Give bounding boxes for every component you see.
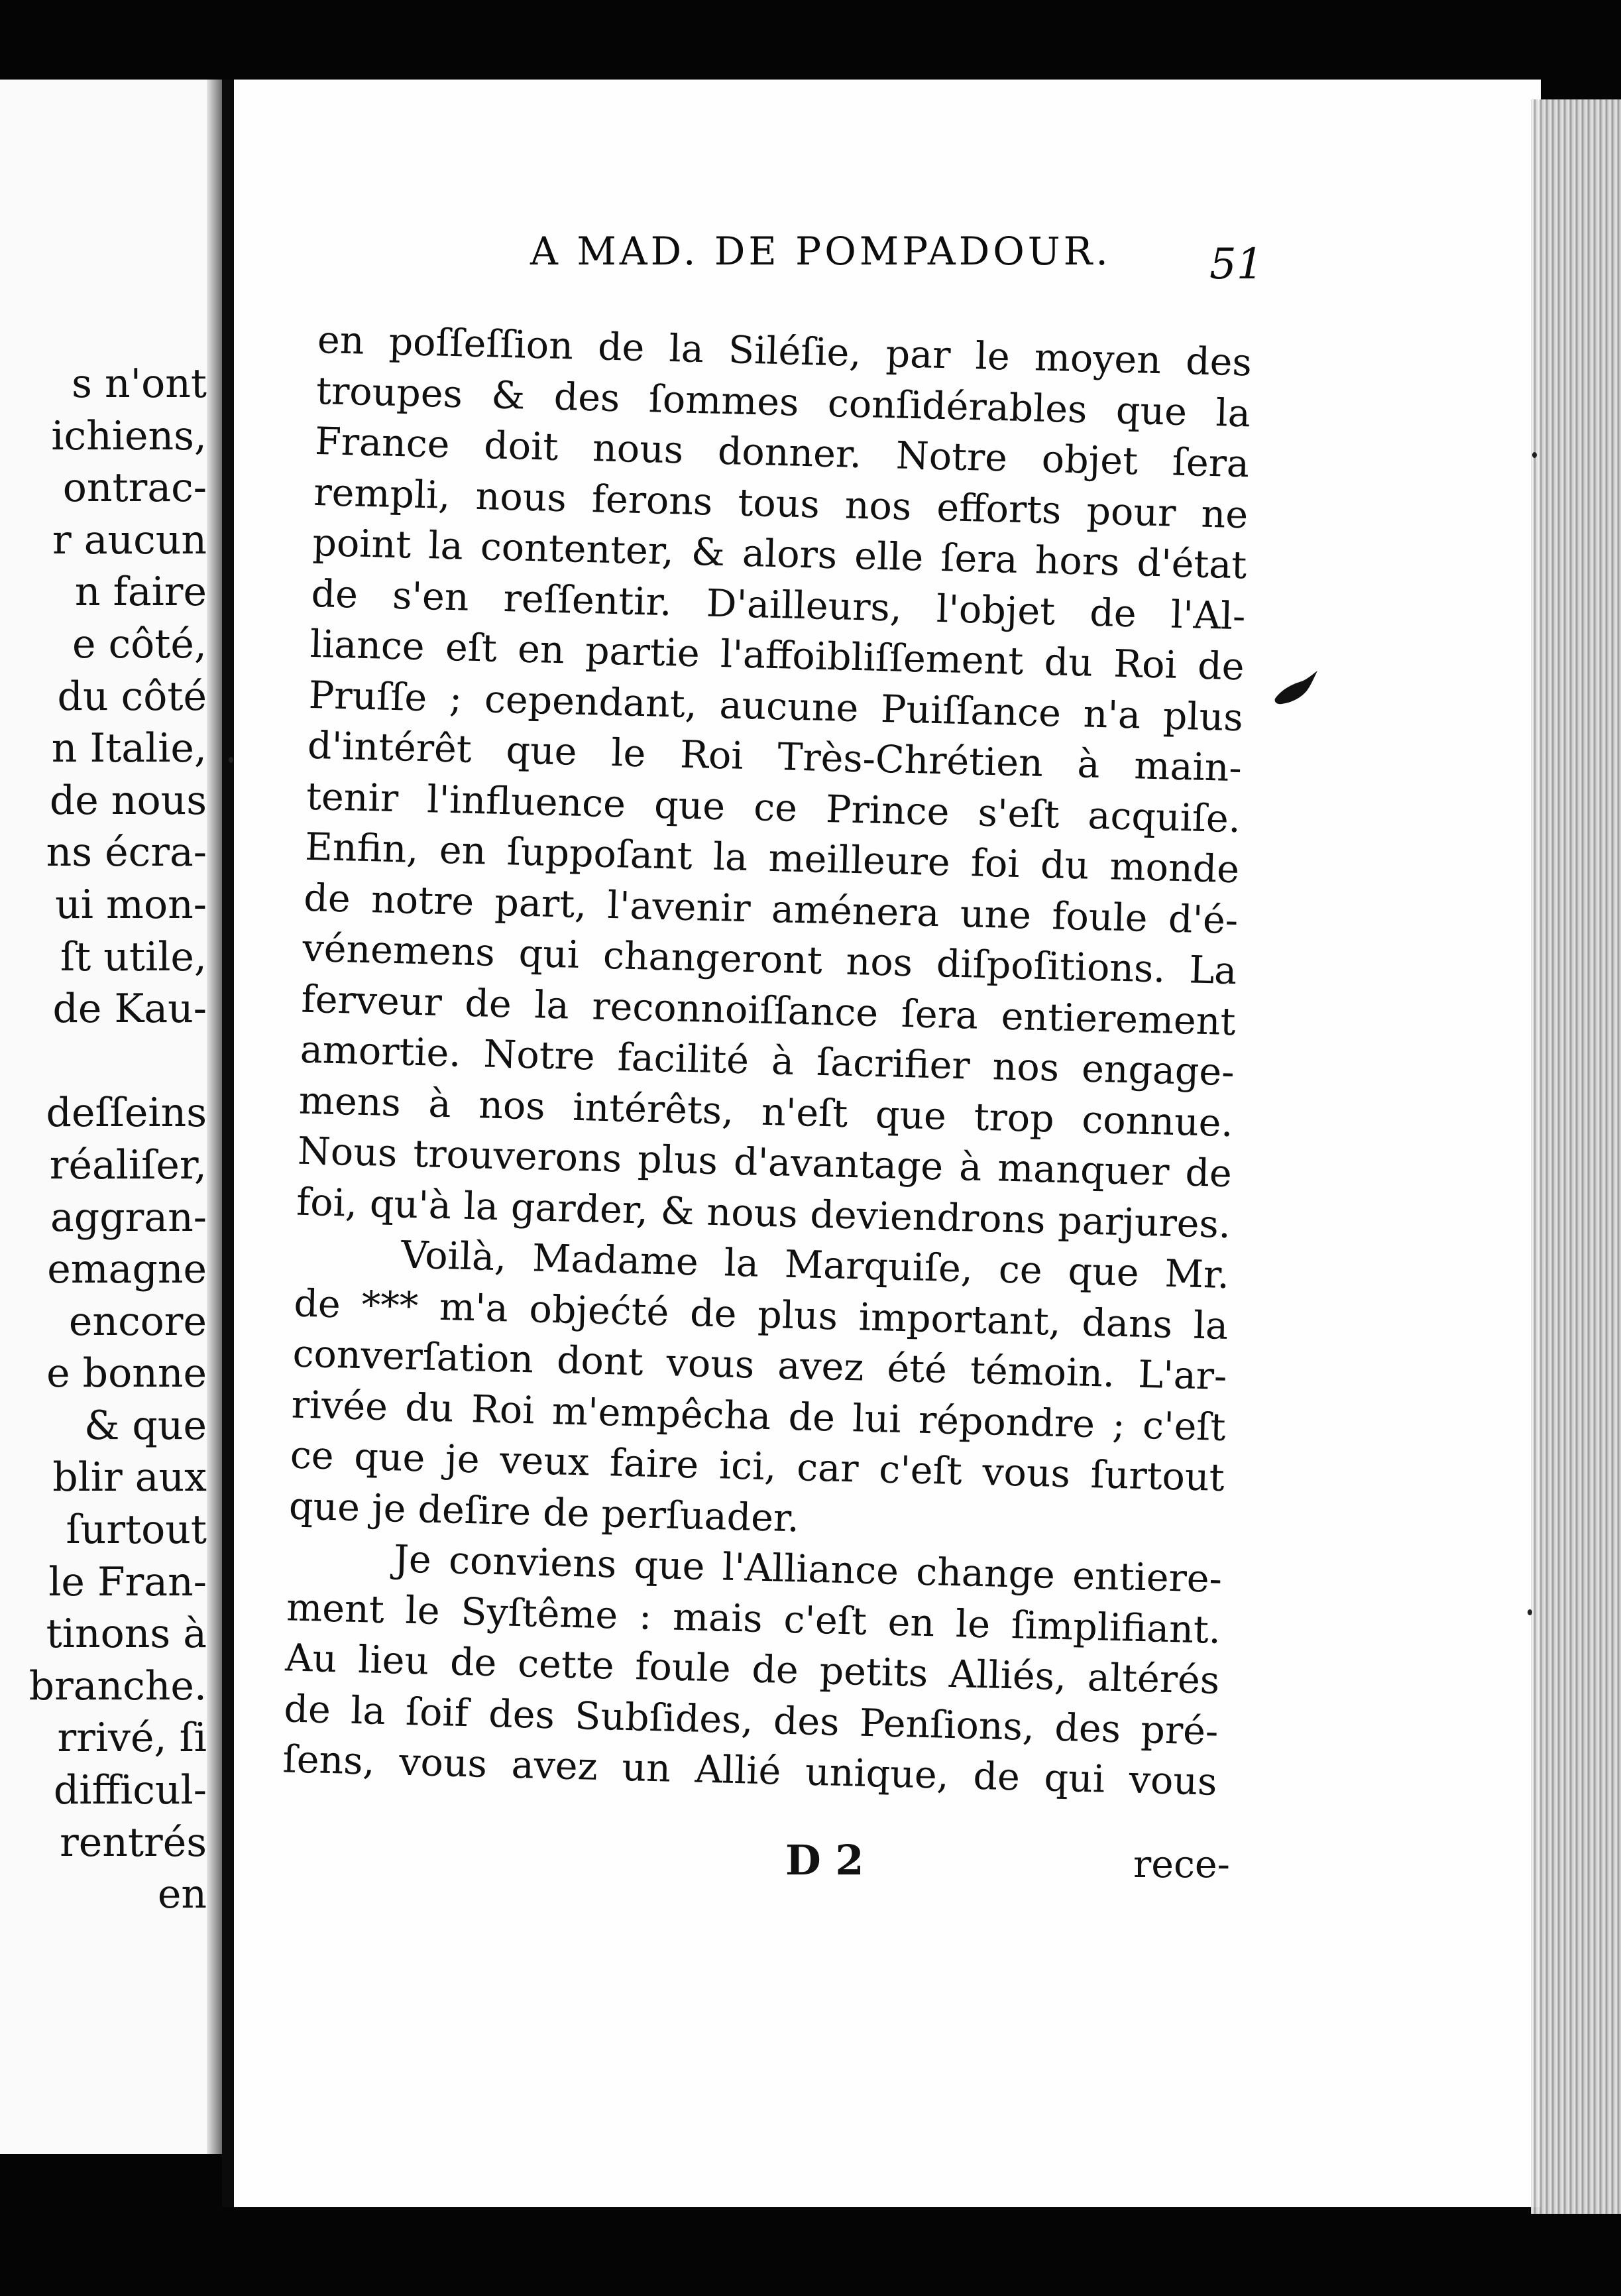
running-head: A MAD. DE POMPADOUR. <box>530 229 1111 274</box>
left-line: ſt utile, <box>60 933 207 980</box>
text-line: France doit nous donner. Notre objet ſera <box>314 419 1250 487</box>
text-line: que je deſire de perſuader. <box>288 1483 800 1540</box>
text-line: liance eſt en partie l'affoibliſſement du Roi de <box>309 622 1245 689</box>
text-line: de *** m'a objećté de plus important, dans la <box>293 1281 1229 1348</box>
text-line: ſens, vous avez un Allié unique, de qui vous <box>282 1737 1218 1804</box>
left-line: rrivé, ſi <box>57 1715 207 1762</box>
paper-speck <box>229 757 233 763</box>
text-line: ce que je veux faire ici, car c'eſt vous ſurtout <box>290 1433 1225 1500</box>
left-line: de Kau- <box>52 986 207 1033</box>
left-line: aggran- <box>50 1194 207 1241</box>
left-line: le Fran- <box>48 1558 207 1605</box>
left-line: difficul- <box>53 1767 207 1814</box>
text-line: de s'en reſſentir. D'ailleurs, l'objet de l'Al- <box>310 571 1247 638</box>
left-line <box>29 1035 207 1088</box>
left-line: ui mon- <box>55 881 207 928</box>
left-line: encore <box>68 1298 207 1345</box>
text-line: amortie. Notre facilité à ſacrifier nos engage- <box>300 1027 1235 1095</box>
left-line: du côté <box>57 673 207 720</box>
ink-blot-mark <box>1272 669 1319 709</box>
text-line: point la contenter, & alors elle ſera hors d'état <box>311 520 1247 588</box>
page-number: 51 <box>1209 240 1264 289</box>
text-line: ment le Syſtême : mais c'eſt en le ſimplifiant. <box>286 1585 1221 1652</box>
left-line: ſurtout <box>66 1507 207 1554</box>
catchword: rece- <box>1133 1843 1230 1886</box>
text-line: vénemens qui changeront nos diſpoſitions. La <box>302 926 1238 994</box>
left-line: branche. <box>28 1662 207 1709</box>
facing-left-page <box>0 80 232 2154</box>
text-line: Voilà, Madame la Marquiſe, ce que Mr. <box>400 1233 1230 1298</box>
left-line: emagne <box>47 1246 207 1293</box>
left-line: blir aux <box>52 1454 207 1501</box>
text-line: en poſſeſſion de la Siléſie, par le moyen des <box>317 317 1253 385</box>
left-line: e côté, <box>72 620 207 667</box>
left-page-text-fragment <box>29 358 207 1921</box>
text-line: de notre part, l'avenir aménera une foule d'é- <box>303 876 1239 943</box>
text-line: Nous trouverons plus d'avantage à manquer de <box>297 1129 1233 1196</box>
text-line: ferveur de la reconnoiſſance ſera entierement <box>300 977 1237 1044</box>
paper-speck <box>1532 452 1537 458</box>
page-edges-stack <box>1531 99 1621 2214</box>
left-line: ontrac- <box>62 465 207 512</box>
left-line: e bonne <box>46 1350 207 1397</box>
paper-speck <box>1528 1609 1532 1615</box>
left-line: tinons à <box>46 1611 207 1658</box>
text-line: Pruſſe ; cependant, aucune Puiſſance n'a plus <box>308 673 1244 740</box>
text-line: rivée du Roi m'empêcha de lui répondre ; c'eſt <box>291 1383 1227 1450</box>
left-line: n faire <box>74 569 207 616</box>
text-line: Enfin, en ſuppoſant la meilleure foi du monde <box>304 825 1240 892</box>
left-line: ichiens, <box>51 412 207 459</box>
left-line: deſſeins <box>46 1090 207 1137</box>
signature-mark: D 2 <box>785 1836 864 1884</box>
left-line: & que <box>84 1402 207 1449</box>
left-line: n Italie, <box>51 725 207 772</box>
text-line: Au lieu de cette foule de petits Alliés, altérés <box>284 1636 1220 1703</box>
left-line: ns écra- <box>46 829 207 876</box>
left-line: réaliſer, <box>49 1141 207 1188</box>
left-line: s n'ont <box>72 361 207 407</box>
text-line: mens à nos intérêts, n'eſt que trop connue. <box>298 1078 1234 1145</box>
left-line: en <box>157 1871 207 1918</box>
text-line: converſation dont vous avez été témoin. L'ar- <box>292 1332 1228 1399</box>
text-line: d'intérêt que le Roi Très-Chrétien à main- <box>307 723 1243 791</box>
text-line: tenir l'influence que ce Prince s'eſt acquiſe. <box>306 774 1241 841</box>
body-text <box>282 315 1253 1808</box>
text-line: de la ſoif des Subſides, des Penſions, des pré- <box>283 1686 1219 1754</box>
text-line: troupes & des ſommes conſidérables que la <box>315 369 1251 435</box>
text-line: Je conviens que l'Alliance change entiere- <box>393 1537 1223 1601</box>
left-line: r aucun <box>52 516 207 563</box>
left-line: de nous <box>49 777 207 824</box>
left-line: rentrés <box>60 1819 207 1866</box>
text-line: foi, qu'à la garder, & nous deviendrons parjures. <box>296 1180 1231 1247</box>
text-line: rempli, nous ferons tous nos efforts pour ne <box>313 470 1249 537</box>
